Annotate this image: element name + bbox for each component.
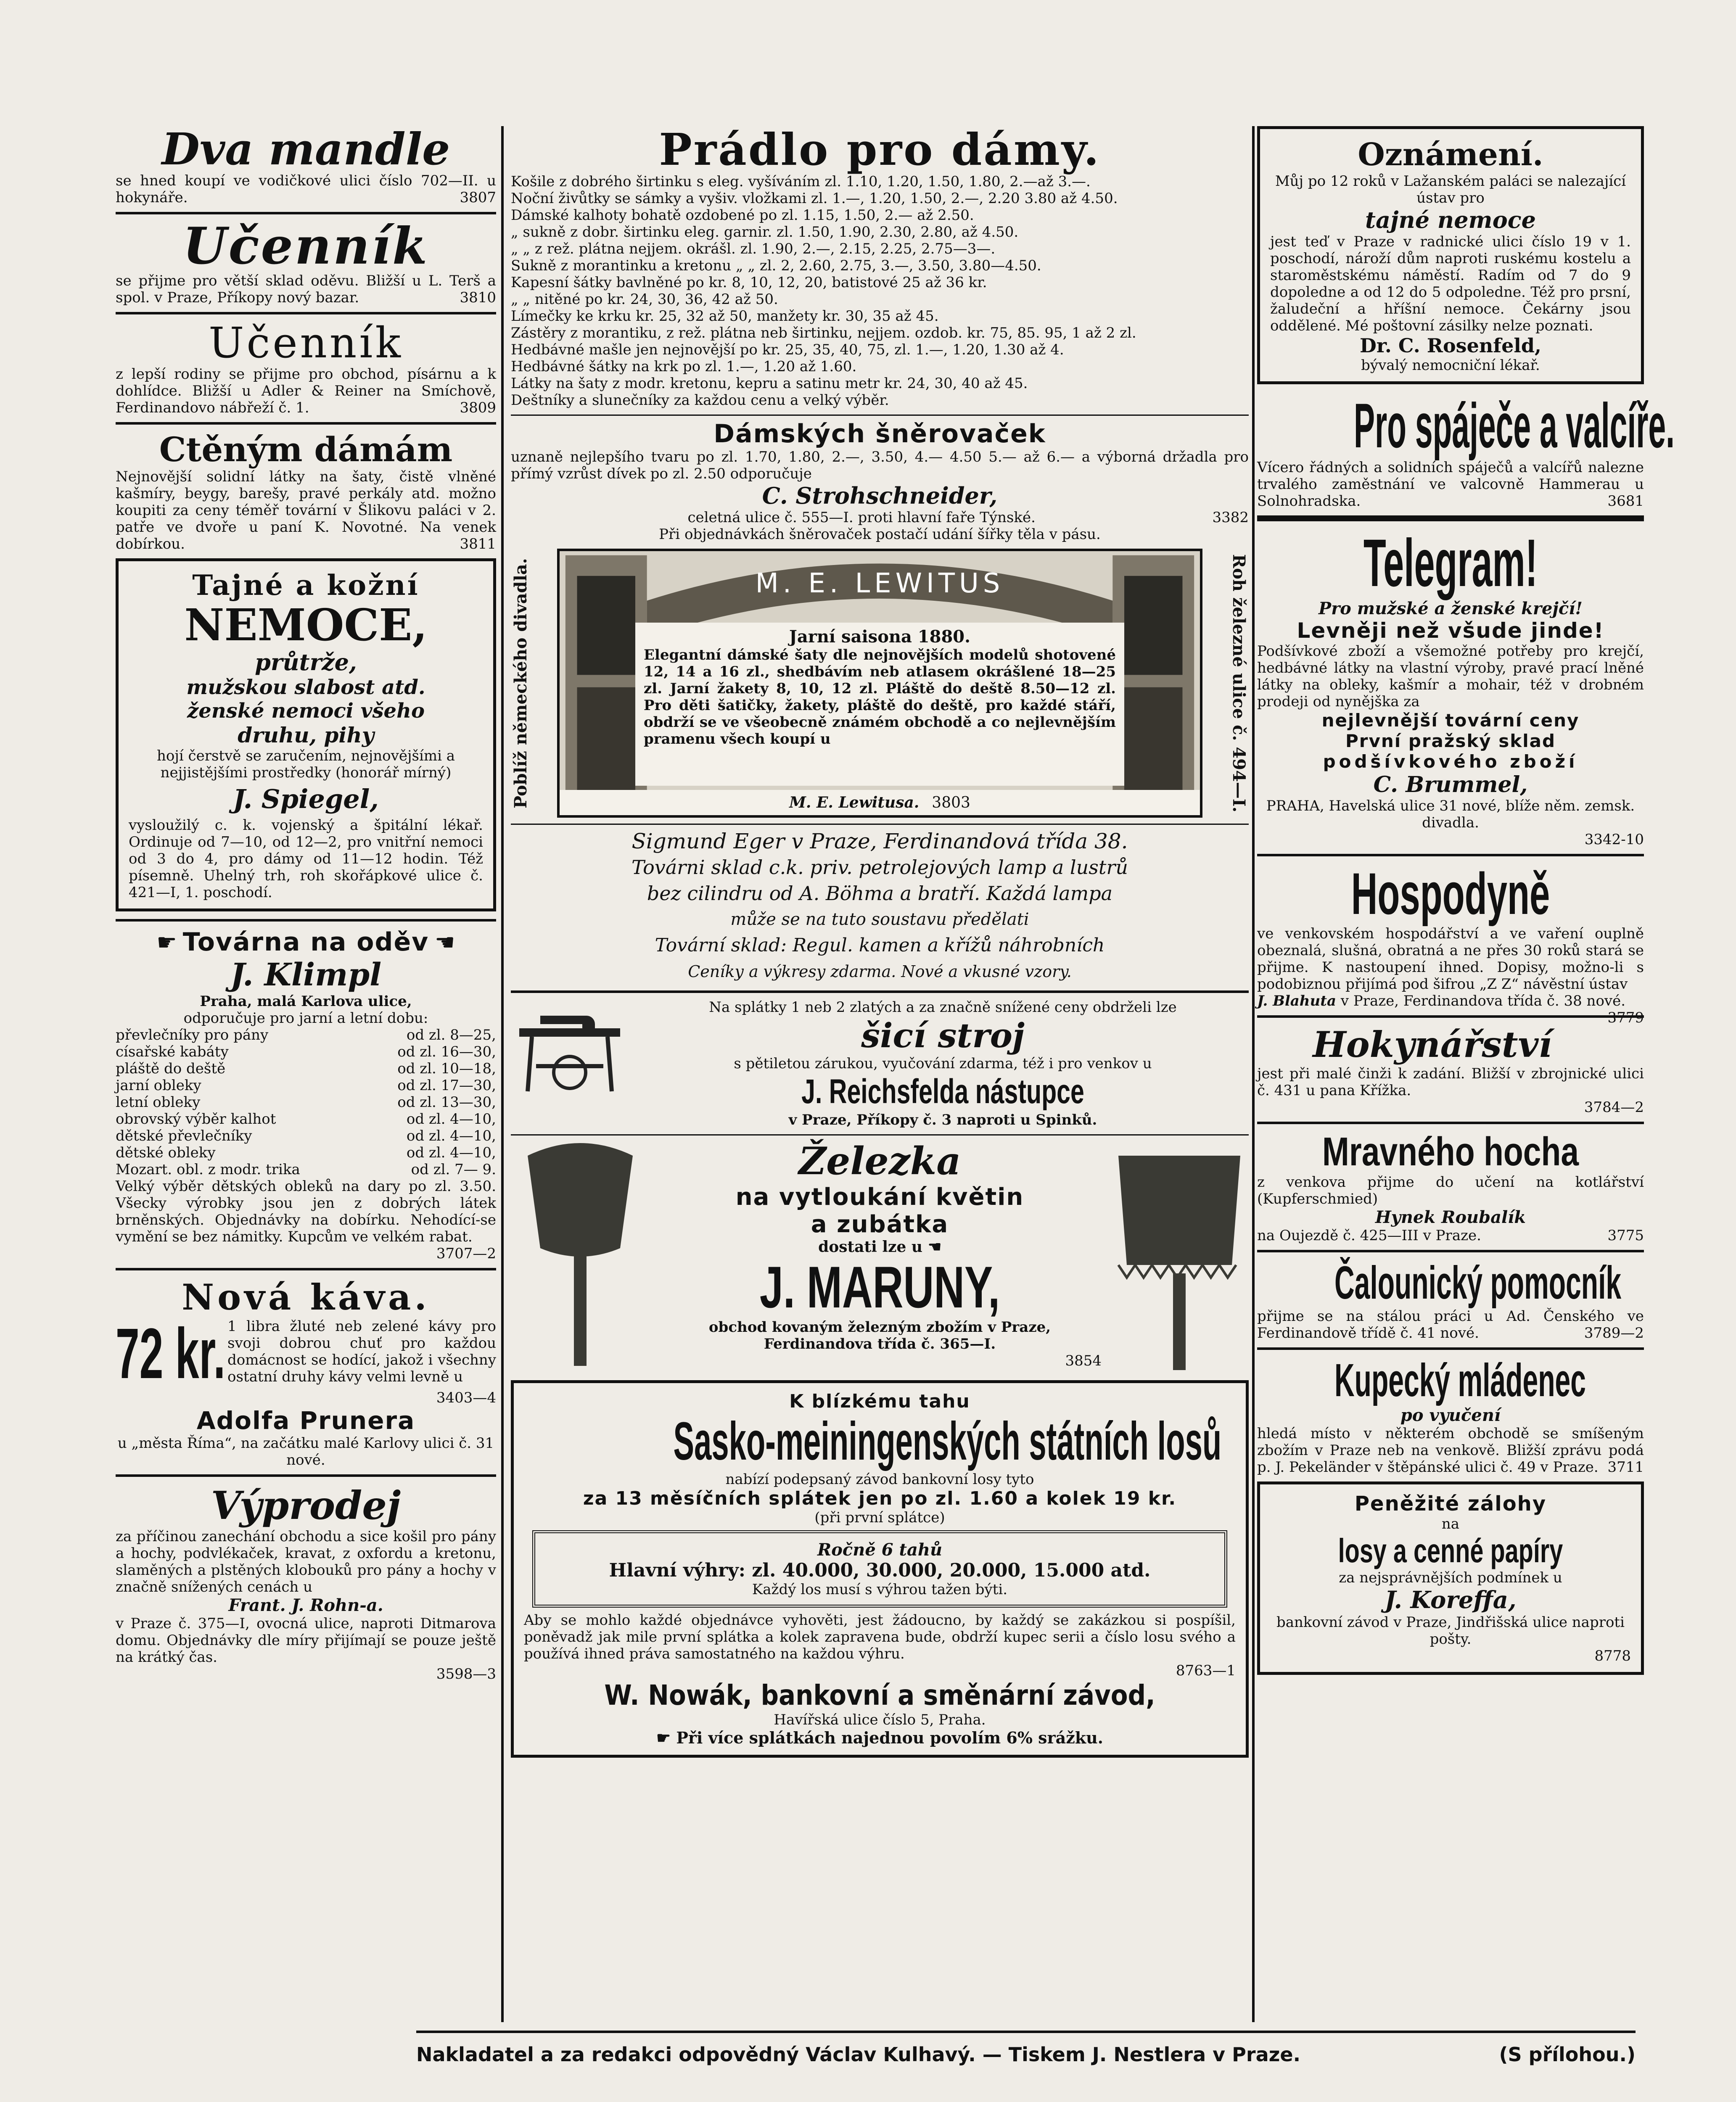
divider <box>511 990 1249 993</box>
ad-line: ženské nemoci všeho <box>187 699 425 723</box>
ad-zalohy <box>1257 1481 1644 1675</box>
ad-snerovacky <box>511 419 1249 543</box>
ad-line: Levněji než všude jinde! <box>1297 618 1604 643</box>
footer-supplement: (S přílohou.) <box>1499 2043 1636 2066</box>
item-price: od zl. 4—10, <box>406 1144 496 1161</box>
ad-text: Vícero řádných a solidních spáječů a valcířů nalezne trvalého zaměstnání ve valcovně Hammerau u Solnohradska. <box>1257 459 1644 510</box>
ad-address: PRAHA, Havelská ulice 31 nové, blíže něm. zemsk. divadla. <box>1266 797 1635 831</box>
ad-line: nejlevnější tovární ceny <box>1321 710 1580 731</box>
ad-title: Hokynářství <box>1313 1024 1552 1065</box>
ad-text: Můj po 12 roků v Lažanském paláci se nalezající ústav pro <box>1275 173 1626 206</box>
price-line: Deštníky a slunečníky za každou cenu a velký výběr. <box>511 392 889 409</box>
item-price: od zl. 8—25, <box>406 1027 496 1043</box>
divider <box>116 422 496 425</box>
ad-title: Továrna na oděv <box>182 927 429 957</box>
ad-note: Při objednávkách šněrovaček postačí udání šířky těla v pásu. <box>659 526 1101 543</box>
ad-line: První pražský sklad <box>1345 731 1556 751</box>
ad-text: (při první splátce) <box>814 1509 945 1526</box>
ad-line-row <box>658 1238 1102 1256</box>
ad-line: dostati lze u <box>818 1238 923 1256</box>
ad-line: bez cilindru od A. Böhma a bratří. Každá lampa <box>647 882 1113 905</box>
ad-text: uznaně nejlepšího tvaru po zl. 1.70, 1.80, 2.—, 3.50, 4.— 4.50 5.— až 6.— a výborná držadla pro přímý vzrůst dívek po zl. 2.50 odporučuje <box>511 449 1249 482</box>
ad-line: Továrni sklad c.k. priv. petrolejových lamp a lustrů <box>632 856 1128 879</box>
ad-text: z venkova přijme do učení na kotlářství (Kupferschmied) <box>1257 1174 1644 1207</box>
item-name: jarní obleky <box>116 1077 201 1094</box>
ad-address-row <box>511 509 1249 526</box>
ad-code: 3789—2 <box>1584 1325 1644 1341</box>
ad-line: K blízkému tahu <box>789 1391 970 1412</box>
ad-zelizka <box>511 1139 1249 1374</box>
ad-title: Prádlo pro dámy. <box>659 124 1101 175</box>
ad-text: se přijme pro větší sklad oděvu. Bližší u L. Terš a spol. v Praze, Příkopy nový bazar. <box>116 272 496 306</box>
item-price: od zl. 13—30, <box>397 1094 496 1111</box>
price-line: Košile z dobrého širtinku s eleg. vyšíváním zl. 1.10, 1.20, 1.50, 1.80, 2.—až 3.—. <box>511 173 1091 190</box>
ad-line: Peněžité zálohy <box>1354 1492 1547 1516</box>
divider <box>1257 1250 1644 1252</box>
price-line: Noční živůtky se sámky a vyšiv. vložkami zl. 1.—, 1.20, 1.50, 2.—, 2.20 3.80 až 4.50. <box>511 190 1118 207</box>
ad-title: šicí stroj <box>861 1016 1025 1055</box>
ad-text: v Praze č. 375—I, ovocná ulice, naproti Ditmarova domu. Objednávky dle míry přijímají se pouze ještě na krátký čas. <box>116 1615 496 1666</box>
ad-head <box>116 927 496 957</box>
footer-rule <box>416 2031 1636 2033</box>
ad-title: Učenník <box>182 217 429 276</box>
ad-title: Sasko-meiningenských státních losů <box>673 1411 1222 1471</box>
item-price: od zl. 10—18, <box>397 1060 496 1077</box>
storefront-illustration <box>557 549 1202 818</box>
price-list-item <box>116 1060 496 1077</box>
price-line: Kapesní šátky bavlněné po kr. 8, 10, 12, 20, batistové 25 až 36 kr. <box>511 274 987 291</box>
ad-name: Adolfa Prunera <box>196 1406 415 1435</box>
column-rule <box>1252 126 1255 2022</box>
item-name: převlečníky pro pány <box>116 1027 269 1043</box>
ad-title: Dámských šněrovaček <box>713 419 1046 449</box>
column-middle <box>511 126 1249 1765</box>
ad-line: může se na tuto soustavu předělati <box>730 910 1029 929</box>
ad-eger <box>511 828 1249 985</box>
price-list-item <box>116 1111 496 1128</box>
ad-name: Hynek Roubalík <box>1375 1207 1526 1227</box>
ad-name: J. Klimpl <box>230 957 382 993</box>
ad-title: Oznámení. <box>1358 137 1543 173</box>
ad-title: Výprodej <box>211 1483 401 1528</box>
ad-address: Havířská ulice číslo 5, Praha. <box>774 1711 986 1728</box>
ad-name: J. Koreffa, <box>1385 1586 1517 1614</box>
ad-title: Dva mandle <box>161 123 450 175</box>
item-name: císařské kabáty <box>116 1043 229 1060</box>
ad-intro: odporučuje pro jarní a letní dobu: <box>183 1010 428 1027</box>
ad-text: hojí čerstvě se zaručením, nejnovějšími a nejjistějšími prostředky (honorář mírný) <box>156 747 455 781</box>
ad-title: Nová káva. <box>182 1276 430 1318</box>
ad-text: nabízí podepsaný závod bankovní losy tyto <box>725 1471 1034 1488</box>
ad-line: a zubátka <box>811 1211 949 1238</box>
ad-hospodyne <box>1257 861 1644 1026</box>
ad-body <box>637 999 1249 1128</box>
ad-code: 3779 <box>1607 1009 1644 1026</box>
ad-address: celetná ulice č. 555—I. proti hlavní faře Týnské. <box>687 509 1036 526</box>
ad-text: z lepší rodiny se přijme pro obchod, písárnu a k dohlídce. Bližší u Adler & Reiner na Smíchově, Ferdinandovo nábřeží č. 1. <box>116 366 496 416</box>
ad-name: Frant. J. Rohn-a. <box>228 1595 383 1615</box>
ad-text: se hned koupí ve vodičkové ulici číslo 702—II. u hokynáře. <box>116 172 496 206</box>
ad-pradlo <box>511 126 1249 409</box>
ad-line: Hlavní výhry: zl. 40.000, 30.000, 20.000, 15.000 atd. <box>609 1560 1151 1581</box>
column-right <box>1257 126 1675 1682</box>
ad-name: Dr. C. Rosenfeld, <box>1360 334 1541 357</box>
ad-sasko-losy <box>511 1380 1249 1758</box>
ad-code: 3807 <box>460 189 496 206</box>
ad-ucennik-1 <box>116 217 496 306</box>
ad-calounicky <box>1257 1258 1644 1341</box>
pointing-hand-icon: ☛ <box>656 1728 671 1747</box>
ad-title: losy a cenné papíry <box>1338 1532 1563 1569</box>
pointing-hand-icon: ☛ <box>156 929 177 956</box>
price-line: „ „ z rež. plátna nejjem. okrášl. zl. 1.90, 2.—, 2.15, 2.25, 2.75—3—. <box>511 240 996 257</box>
price-list-item <box>116 1161 496 1178</box>
ad-address-row <box>1257 1227 1644 1244</box>
divider <box>511 415 1249 416</box>
ad-body <box>658 1139 1102 1374</box>
ad-text: Aby se mohlo každé objednávce vyhověti, jest žádoucno, by každý se zakázkou si pospíšil, poněvadž jak mile první splátka a kolek zapravena bude, obdrží kupec serii a číslo losu svého a používá ihned práva samostatného na každou výhru. <box>524 1612 1236 1662</box>
ad-line: průtrže, <box>255 649 357 676</box>
price-list <box>116 1027 496 1178</box>
ad-code: 8778 <box>1594 1648 1631 1664</box>
item-price: od zl. 16—30, <box>397 1043 496 1060</box>
ad-text: za nejsprávnějších podmínek u <box>1339 1569 1562 1586</box>
ad-text: Elegantní dámské šaty dle nejnovějších modelů shotovené 12, 14 a 16 zl., shedbávím neb atlasem okrášlené 18—25 zl. Jarní žakety 8, 10, 12 zl. Pláště do deště 8.50—12 zl. Pro děti šatičky, žakety, pláště do deště, pro každé stáří, obdrží se ve všeobecně známém obchodě a co nejlevnějším pramenu všech koupí u <box>644 647 1116 747</box>
ad-vyprodej <box>116 1483 496 1682</box>
ad-title: Pro spáječe a valcíře. <box>1354 390 1675 461</box>
item-name: letní obleky <box>116 1094 201 1111</box>
ad-code: 8763—1 <box>1176 1662 1236 1679</box>
item-name: dětské převlečníky <box>116 1128 252 1144</box>
pointing-hand-icon: ☛ <box>927 1238 941 1256</box>
ad-sub: Pro mužské a ženské krejčí! <box>1318 599 1583 618</box>
ad-line: Ročně 6 tahů <box>817 1540 943 1560</box>
ad-title: Čalounický pomocník <box>1334 1257 1622 1309</box>
ad-text: s pětiletou zárukou, vyučování zdarma, též i pro venkov u <box>734 1055 1152 1072</box>
notched-iron-illustration <box>1110 1139 1249 1374</box>
ad-address: v Praze, Příkopy č. 3 naproti u Spinků. <box>788 1112 1097 1128</box>
divider <box>116 1268 496 1270</box>
price-line: „ „ nitěné po kr. 24, 30, 36, 42 až 50. <box>511 291 778 308</box>
ad-text: obchod kovaným železným zbožím v Praze, Ferdinandova třída č. 365—I. <box>708 1319 1051 1352</box>
ad-dva-mandle <box>116 123 496 206</box>
ad-line: na <box>1441 1516 1460 1532</box>
divider <box>1257 1015 1644 1018</box>
divider <box>1257 1122 1644 1124</box>
ad-line: druhu, pihy <box>238 723 374 747</box>
ad-title: Železka <box>798 1139 961 1183</box>
price-line: Límečky ke krku kr. 25, 32 až 50, manžety kr. 30, 35 až 45. <box>511 308 939 325</box>
ad-code: 3382 <box>1212 509 1249 526</box>
pointing-hand-icon: ☛ <box>435 929 455 956</box>
item-price: od zl. 4—10, <box>406 1128 496 1144</box>
price-list-item <box>116 1144 496 1161</box>
ad-text: jest při malé činži k zadání. Bližší v zbrojnické ulici č. 431 u pana Křížka. <box>1257 1065 1644 1099</box>
ad-line: Tajné a kožní <box>192 569 420 602</box>
ad-code: 3711 <box>1607 1459 1644 1476</box>
ad-note-row <box>524 1728 1236 1747</box>
ad-line: podšívkového zboží <box>1323 751 1578 772</box>
ad-name: C. Brummel, <box>1373 772 1528 797</box>
ad-code: 3784—2 <box>1584 1099 1644 1116</box>
divider <box>116 1474 496 1477</box>
ad-line: Ceníky a výkresy zdarma. Nové a vkusné vzory. <box>688 962 1072 981</box>
prize-box <box>532 1530 1227 1608</box>
ad-text: 1 libra žluté neb zelené kávy pro svoji dobrou chuť pro každou domácnost se hodící, jakož i všechny ostatní druhy kávy velmi levně u <box>227 1318 496 1385</box>
ad-code: 3342-10 <box>1584 831 1644 848</box>
ad-hokynarstvi <box>1257 1024 1644 1116</box>
price-line: Dámské kalhoty bohatě ozdobené po zl. 1.15, 1.50, 2.— až 2.50. <box>511 207 974 224</box>
item-price: od zl. 4—10, <box>406 1111 496 1128</box>
price-line: Sukně z morantinku a kretonu „ „ zl. 2, 2.60, 2.75, 3.—, 3.50, 3.80—4.50. <box>511 257 1041 274</box>
column-left <box>116 123 496 1688</box>
divider <box>116 212 496 214</box>
ad-sub: po vyučení <box>1400 1405 1501 1425</box>
item-name: obrovský výběr kalhot <box>116 1111 276 1128</box>
ad-text: Každý los musí s výhrou tažen býti. <box>752 1581 1008 1598</box>
divider <box>116 919 496 922</box>
ad-code: 3811 <box>460 536 496 552</box>
ad-text: hledá místo v některém obchodě se smíšeným zbožím v Praze neb na venkově. Bližší zprávu podá p. J. Pekeländer v štěpánské ulici č. 49 v Praze. <box>1257 1425 1644 1476</box>
divider <box>1257 1347 1644 1350</box>
ad-note: Při více splátkách najednou povolím 6% srážku. <box>676 1728 1103 1747</box>
ad-name-row <box>1257 993 1644 1026</box>
flower-iron-illustration <box>511 1139 650 1374</box>
ad-text: Velký výběr dětských obleků na dary po zl. 3.50. Všecky výrobky jsou jen z dobrých látek brněnských. Objednávky na dobírku. Nehodící-se vymění se bez námitky. Kupcům ve velkém rabat. <box>116 1178 496 1245</box>
ad-text: jest teď v Praze v radnické ulici číslo 19 v 1. poschodí, nároží dům naproti ruskému kostelu a staroměstskému náměstí. Radím od 7 do 9 dopoledne a od 12 do 5 odpoledne. Též pro prsní, žaludeční a hříšní nemoce. Čekárny jsou oddělené. Mé poštovní zásilky nelze poznati. <box>1270 233 1631 334</box>
ad-address: u „města Říma“, na začátku malé Karlovy ulici č. 31 nové. <box>117 1435 494 1468</box>
price-list-item <box>116 1027 496 1043</box>
ad-name: C. Strohschneider, <box>762 482 998 509</box>
price-line: „ sukně z dobr. širtinku eleg. garnir. zl. 1.50, 1.90, 2.30, 2.80, až 4.50. <box>511 224 1019 240</box>
ad-nova-kava <box>116 1276 496 1468</box>
ad-title: Telegram! <box>1363 525 1538 600</box>
ad-name: M. E. Lewitusa. <box>789 794 920 811</box>
ad-code: 3810 <box>460 289 496 306</box>
ad-code: 3681 <box>1607 493 1644 510</box>
column-rule <box>501 126 504 2022</box>
price-list-item <box>116 1077 496 1094</box>
ad-title: Ctěným dámám <box>159 430 453 469</box>
price-list-item <box>116 1094 496 1111</box>
ad-price: 72 kr. <box>116 1314 225 1394</box>
ad-title: Učenník <box>209 318 403 367</box>
ad-ucennik-2 <box>116 320 496 416</box>
ad-address: na Oujezdě č. 425—III v Praze. <box>1257 1227 1481 1244</box>
item-price: od zl. 7— 9. <box>411 1161 496 1178</box>
item-price: od zl. 17—30, <box>397 1077 496 1094</box>
ad-notice-panel <box>635 623 1124 786</box>
price-line: Zástěry z morantiku, z rež. plátna neb širtinku, nejjem. ozdob. kr. 75, 85. 95, 1 až 2 zl. <box>511 325 1136 341</box>
ad-name: J. MARUNY, <box>759 1254 1000 1320</box>
ad-footer-row <box>560 790 1200 815</box>
ad-line: Sigmund Eger v Praze, Ferdinandová třída 38. <box>632 829 1128 853</box>
ad-line: na vytloukání květin <box>735 1183 1024 1211</box>
item-name: Mozart. obl. z modr. trika <box>116 1161 300 1178</box>
ad-text: Podšívkové zboží a všemožné potřeby pro krejčí, hedbávné látky na vlastní výroby, pravé prací lněné látky na obleky, kašmír a mohair, též v drobném prodeji od nynějška za <box>1257 643 1644 710</box>
ad-code: 3598—3 <box>436 1666 496 1682</box>
footer-imprint: Nakladatel a za redakci odpovědný Václav Kulhavý. — Tiskem J. Nestlera v Praze. <box>416 2043 1301 2066</box>
price-line: Látky na šaty z modr. kretonu, kepru a satinu metr kr. 24, 30, 40 až 45. <box>511 375 1028 392</box>
item-name: pláště do deště <box>116 1060 226 1077</box>
ad-text: Nejnovější solidní látky na šaty, čistě vlněné kašmíry, beygy, barešy, pravé perkály atd. možno koupiti za ceny téměř tovární v Šlikovu paláci v 2. patře ve dvoře u paní K. Novotné. Na venek dobírkou. <box>116 468 496 552</box>
divider <box>1257 515 1644 521</box>
price-list-item <box>116 1043 496 1060</box>
ad-code: 3803 <box>932 794 970 811</box>
ad-code: 3809 <box>460 399 496 416</box>
ad-role: bývalý nemocniční lékař. <box>1361 357 1540 374</box>
ad-name: W. Nowák, bankovní a směnární závod, <box>604 1679 1155 1711</box>
sewing-machine-illustration <box>511 999 629 1096</box>
ad-name: J. Reichsfelda nástupce <box>801 1072 1084 1111</box>
divider <box>1257 854 1644 856</box>
ad-sici-stroj <box>511 999 1249 1128</box>
ad-address: v Praze, Ferdinandova třída č. 38 nové. <box>1340 993 1626 1009</box>
ad-title: Kupecký mládenec <box>1334 1355 1586 1406</box>
ad-text: ve venkovském hospodářství a ve vaření ouplně obeznalá, slušná, obratná a ne přes 30 roků stará se přijme. K nastoupení ihned. Dopisy, možno-li s podobiznou přijímá pod šifrou „Z Z“ návěstní ústav <box>1257 925 1644 993</box>
ad-line: za 13 měsíčních splátek jen po zl. 1.60 a kolek 19 kr. <box>583 1488 1177 1509</box>
ad-code: 3403—4 <box>436 1389 496 1406</box>
ad-ctenym-damam <box>116 430 496 552</box>
ad-title: Mravného hocha <box>1322 1129 1579 1174</box>
ad-code: 3854 <box>1065 1352 1102 1369</box>
ad-lewitus <box>511 549 1249 818</box>
ad-spajece <box>1257 390 1675 510</box>
ad-text: za příčinou zanechání obchodu a sice košil pro pány a hochy, podvlékaček, kravat, z oxfordu a kretonu, slaměných a plstěných klobouků pro pány a hochy v značně snížených cenách u <box>116 1528 496 1595</box>
ad-telegram <box>1257 527 1644 848</box>
price-line: Hedbávné mašle jen nejnovější po kr. 25, 35, 40, 75, zl. 1.—, 1.20, 1.30 až 4. <box>511 341 1064 358</box>
price-lines <box>511 173 1249 409</box>
ad-title: Hospodyně <box>1351 861 1550 927</box>
ad-name: J. Blahuta <box>1257 993 1336 1009</box>
ad-head: Jarní saisona 1880. <box>789 627 971 647</box>
ad-intro: Na splátky 1 neb 2 zlatých a za značně snížené ceny obdrželi lze <box>709 999 1177 1016</box>
ad-address: bankovní závod v Praze, Jindřišská ulice naproti pošty. <box>1276 1614 1625 1648</box>
ad-text: přijme se na stálou práci u Ad. Čenského ve Ferdinandově třídě č. 41 nové. <box>1257 1308 1644 1341</box>
ad-side-right: Roh železné ulice č. 494—I. <box>1229 554 1249 813</box>
ad-oznameni <box>1257 126 1644 384</box>
price-list-item <box>116 1128 496 1144</box>
ad-address: Praha, malá Karlova ulice, <box>200 993 412 1010</box>
ad-line: Tovární sklad: Regul. kamen a křížů náhrobních <box>655 935 1105 956</box>
ad-code: 3775 <box>1607 1227 1644 1244</box>
ad-text: vysloužilý c. k. vojenský a špitální lékař. Ordinuje od 7—10, od 12—2, pro vnitřní nemoci od 3 do 4, pro dámy od 11—12 hodin. Též písemně. Uhelný trh, roh skořápkové ulice č. 421—I, 1. poschodí. <box>129 817 483 901</box>
ad-line: mužskou slabost atd. <box>186 676 425 699</box>
ad-name: J. Spiegel, <box>233 784 379 814</box>
page-footer <box>416 2043 1636 2066</box>
ad-tovarna-na-odev <box>116 927 496 1262</box>
ad-sub: tajné nemoce <box>1365 206 1536 233</box>
divider <box>116 312 496 314</box>
ad-side-left: Poblíž německého divadla. <box>511 558 531 808</box>
ad-body <box>116 1314 496 1394</box>
ad-tajne-nemoce <box>116 558 496 911</box>
ad-kupecky <box>1257 1356 1644 1476</box>
divider <box>511 1134 1249 1136</box>
ad-title: NEMOCE, <box>184 599 428 651</box>
ad-code: 3707—2 <box>436 1245 496 1262</box>
divider <box>511 824 1249 825</box>
store-sign: M. E. LEWITUS <box>755 568 1004 599</box>
price-line: Hedbávné šátky na krk po zl. 1.—, 1.20 až 1.60. <box>511 358 857 375</box>
ad-mravneho-hocha <box>1257 1130 1644 1244</box>
item-name: dětské obleky <box>116 1144 216 1161</box>
